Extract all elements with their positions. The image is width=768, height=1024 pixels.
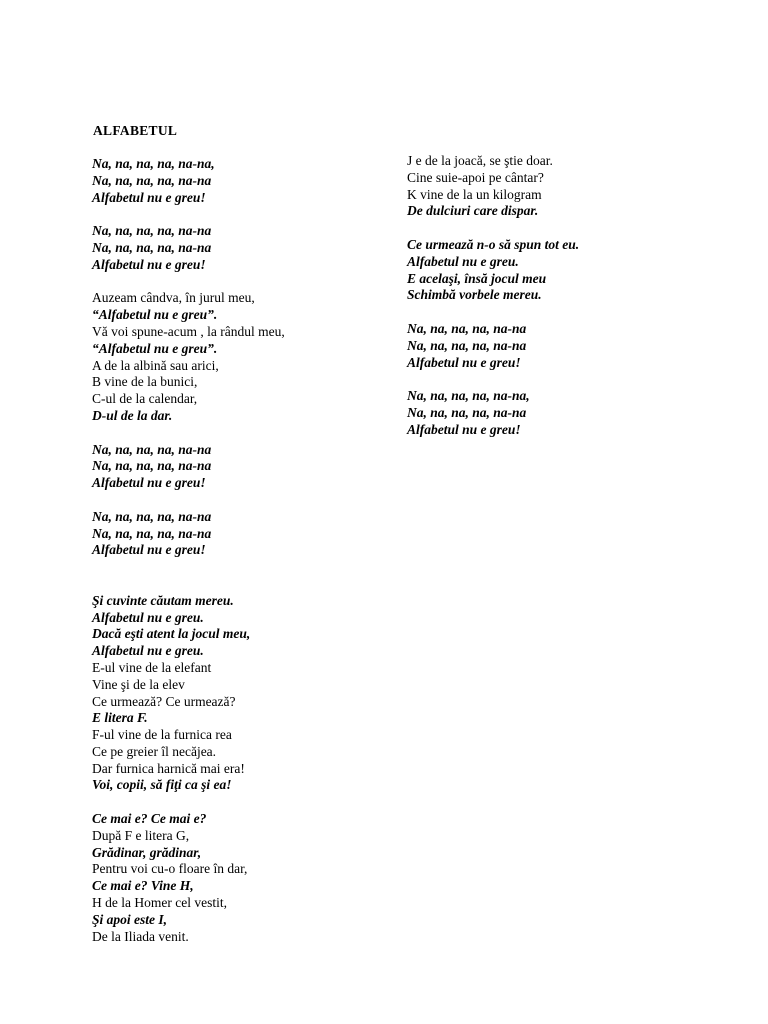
stanza <box>407 237 707 304</box>
verse-line: Alfabetul nu e greu. <box>92 609 204 625</box>
verse-line: De la Iliada venit. <box>92 928 189 944</box>
verse-line: Na, na, na, na, na-na <box>92 223 212 239</box>
verse-line: Na, na, na, na, na-na <box>92 508 212 524</box>
left-column <box>92 156 382 962</box>
verse-line: F-ul vine de la furnica rea <box>92 727 232 743</box>
stanza <box>92 442 382 492</box>
verse-line: J e de la joacă, se ştie doar. <box>407 153 553 168</box>
verse-line: Na, na, na, na, na-na, <box>92 156 215 171</box>
verse-line: Ce urmează? Ce urmează? <box>92 693 236 709</box>
verse-line: Vă voi spune-acum , la rândul meu, <box>92 323 285 339</box>
stanza <box>407 388 707 438</box>
verse-line: Auzeam cândva, în jurul meu, <box>92 290 255 306</box>
verse-line: Na, na, na, na, na-na, <box>407 388 530 404</box>
stanza <box>92 509 382 559</box>
verse-line: Alfabetul nu e greu. <box>92 643 204 659</box>
verse-line: Cine suie-apoi pe cântar? <box>407 169 544 185</box>
verse-line: Na, na, na, na, na-na <box>92 172 212 188</box>
stanza <box>407 321 707 371</box>
verse-line: Dacă eşti atent la jocul meu, <box>92 626 251 642</box>
verse-line: Na, na, na, na, na-na <box>92 525 212 541</box>
verse-line: C-ul de la calendar, <box>92 391 198 407</box>
verse-line: Na, na, na, na, na-na <box>407 404 527 420</box>
verse-line: Şi apoi este I, <box>92 911 168 927</box>
verse-line: Alfabetul nu e greu! <box>407 354 521 370</box>
verse-line: Na, na, na, na, na-na <box>92 458 212 474</box>
verse-line: B vine de la bunici, <box>92 374 198 390</box>
verse-line: Alfabetul nu e greu! <box>92 256 206 272</box>
stanza <box>92 290 382 424</box>
verse-line: Ce mai e? Vine H, <box>92 878 194 894</box>
verse-line: E acelaşi, însă jocul meu <box>407 270 547 286</box>
verse-line: Alfabetul nu e greu! <box>92 189 206 205</box>
verse-line: Pentru voi cu-o floare în dar, <box>92 861 248 877</box>
verse-line: După F e litera G, <box>92 827 190 843</box>
verse-line: Na, na, na, na, na-na <box>92 239 212 255</box>
verse-line: Alfabetul nu e greu! <box>407 421 521 437</box>
verse-line: Ce mai e? Ce mai e? <box>92 811 207 827</box>
verse-line: Dar furnica harnică mai era! <box>92 760 245 776</box>
verse-line: Ce urmează n-o să spun tot eu. <box>407 236 580 252</box>
stanza <box>407 153 707 220</box>
verse-line: E-ul vine de la elefant <box>92 659 212 675</box>
page-title: ALFABETUL <box>93 123 178 138</box>
verse-line: Alfabetul nu e greu! <box>92 475 206 491</box>
verse-line: Schimbă vorbele mereu. <box>407 287 542 303</box>
stanza <box>92 593 382 795</box>
verse-line: Grădinar, grădinar, <box>92 844 202 860</box>
stanza <box>92 223 382 273</box>
stanza <box>92 811 382 945</box>
verse-line: A de la albină sau arici, <box>92 357 219 373</box>
verse-line: Şi cuvinte căutam mereu. <box>92 592 234 608</box>
verse-line: E litera F. <box>92 710 148 726</box>
verse-line: “Alfabetul nu e greu”. <box>92 307 218 323</box>
verse-line: K vine de la un kilogram <box>407 186 542 202</box>
verse-line: Alfabetul nu e greu. <box>407 253 519 269</box>
verse-line: Na, na, na, na, na-na <box>407 320 527 336</box>
verse-line: Na, na, na, na, na-na <box>92 441 212 457</box>
verse-line: Vine şi de la elev <box>92 676 185 692</box>
verse-line: H de la Homer cel vestit, <box>92 895 227 911</box>
verse-line: “Alfabetul nu e greu”. <box>92 340 218 356</box>
verse-line: De dulciuri care dispar. <box>407 203 539 219</box>
verse-line: Na, na, na, na, na-na <box>407 337 527 353</box>
verse-line: Alfabetul nu e greu! <box>92 542 206 558</box>
stanza <box>92 156 382 206</box>
verse-line: Ce pe greier îl necăjea. <box>92 743 217 759</box>
right-column <box>407 153 707 455</box>
verse-line: D-ul de la dar. <box>92 407 173 423</box>
verse-line: Voi, copii, să fiţi ca şi ea! <box>92 777 232 793</box>
